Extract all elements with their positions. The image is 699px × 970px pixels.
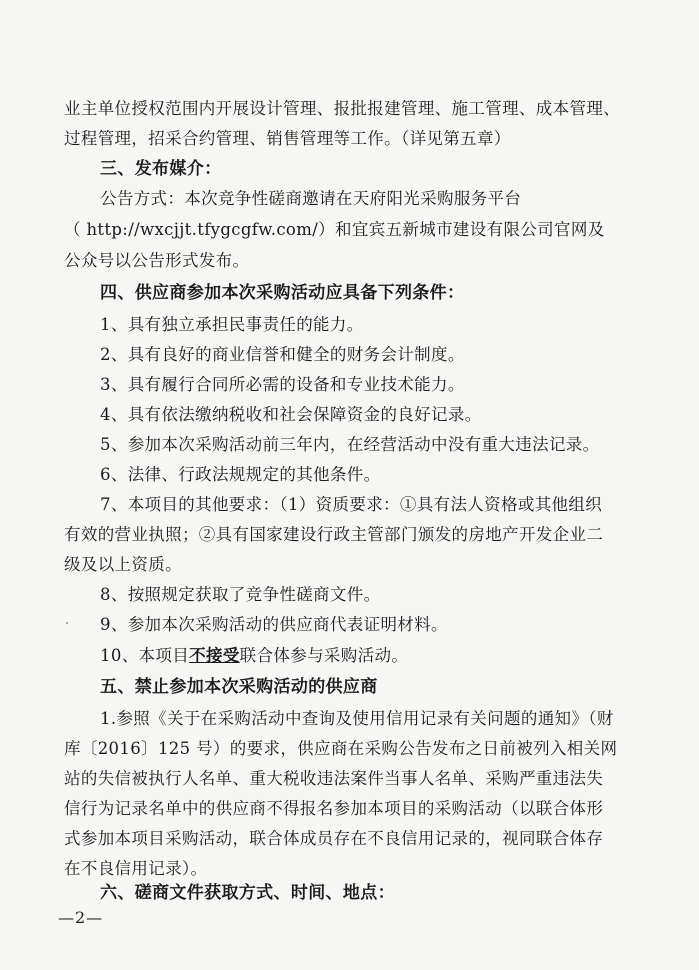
list-item: 6、法律、行政法规规定的其他条件。 [100, 465, 381, 484]
list-item: 7、本项目的其他要求：（1）资质要求：①具有法人资格或其他组织 [100, 495, 603, 514]
section-heading-conditions: 四、供应商参加本次采购活动应具备下列条件： [100, 283, 465, 303]
paragraph-line: 库〔2016〕125 号）的要求，供应商在采购公告发布之日前被列入相关网 [64, 739, 618, 758]
paragraph-line: 在不良信用记录）。 [64, 859, 208, 878]
section-heading-media: 三、发布媒介： [100, 159, 222, 179]
paragraph-line: 过程管理，招采合约管理、销售管理等工作。（详见第五章） [64, 129, 511, 148]
list-item: 3、具有履行合同所必需的设备和专业技术能力。 [100, 375, 465, 394]
list-item: 8、按照规定获取了竞争性磋商文件。 [100, 585, 381, 604]
paragraph-line: 公告方式：本次竞争性磋商邀请在天府阳光采购服务平台 [100, 189, 522, 208]
paragraph-line: 级及以上资质。 [64, 555, 182, 574]
list-item: 9、参加本次采购活动的供应商代表证明材料。 [100, 615, 448, 634]
list-item-10 [100, 645, 408, 667]
paragraph-line: 信行为记录名单中的供应商不得报名参加本项目的采购活动（以联合体形 [64, 799, 604, 818]
paragraph-line: 有效的营业执照；②具有国家建设行政主管部门颁发的房地产开发企业二 [64, 525, 604, 544]
paragraph-line: 站的失信被执行人名单、重大税收违法案件当事人名单、采购严重违法失 [64, 769, 604, 788]
item10-suffix: 联合体参与采购活动。 [239, 646, 409, 665]
item10-emphasis: 不接受 [189, 646, 240, 665]
section-heading-documents: 六、磋商文件获取方式、时间、地点： [100, 883, 395, 903]
item10-prefix: 10、本项目 [100, 646, 190, 665]
paragraph-line: 公众号以公告形式发布。 [64, 251, 250, 270]
paragraph-line: （ http://wxcjjt.tfygcgfw.com/）和宜宾五新城市建设有限公司官网及 [64, 220, 605, 239]
paragraph-line: 1.参照《关于在采购活动中查询及使用信用记录有关问题的通知》（财 [100, 709, 614, 728]
page-number: —2— [58, 908, 104, 927]
scan-speck [66, 622, 68, 624]
section-heading-prohibited: 五、禁止参加本次采购活动的供应商 [100, 677, 378, 697]
paragraph-line: 业主单位授权范围内开展设计管理、报批报建管理、施工管理、成本管理、 [64, 99, 621, 118]
paragraph-line: 式参加本项目采购活动，联合体成员存在不良信用记录的，视同联合体存 [64, 829, 604, 848]
list-item: 4、具有依法缴纳税收和社会保障资金的良好记录。 [100, 405, 482, 424]
list-item: 5、参加本次采购活动前三年内，在经营活动中没有重大违法记录。 [100, 435, 600, 454]
list-item: 2、具有良好的商业信誉和健全的财务会计制度。 [100, 345, 465, 364]
list-item: 1、具有独立承担民事责任的能力。 [100, 315, 364, 334]
